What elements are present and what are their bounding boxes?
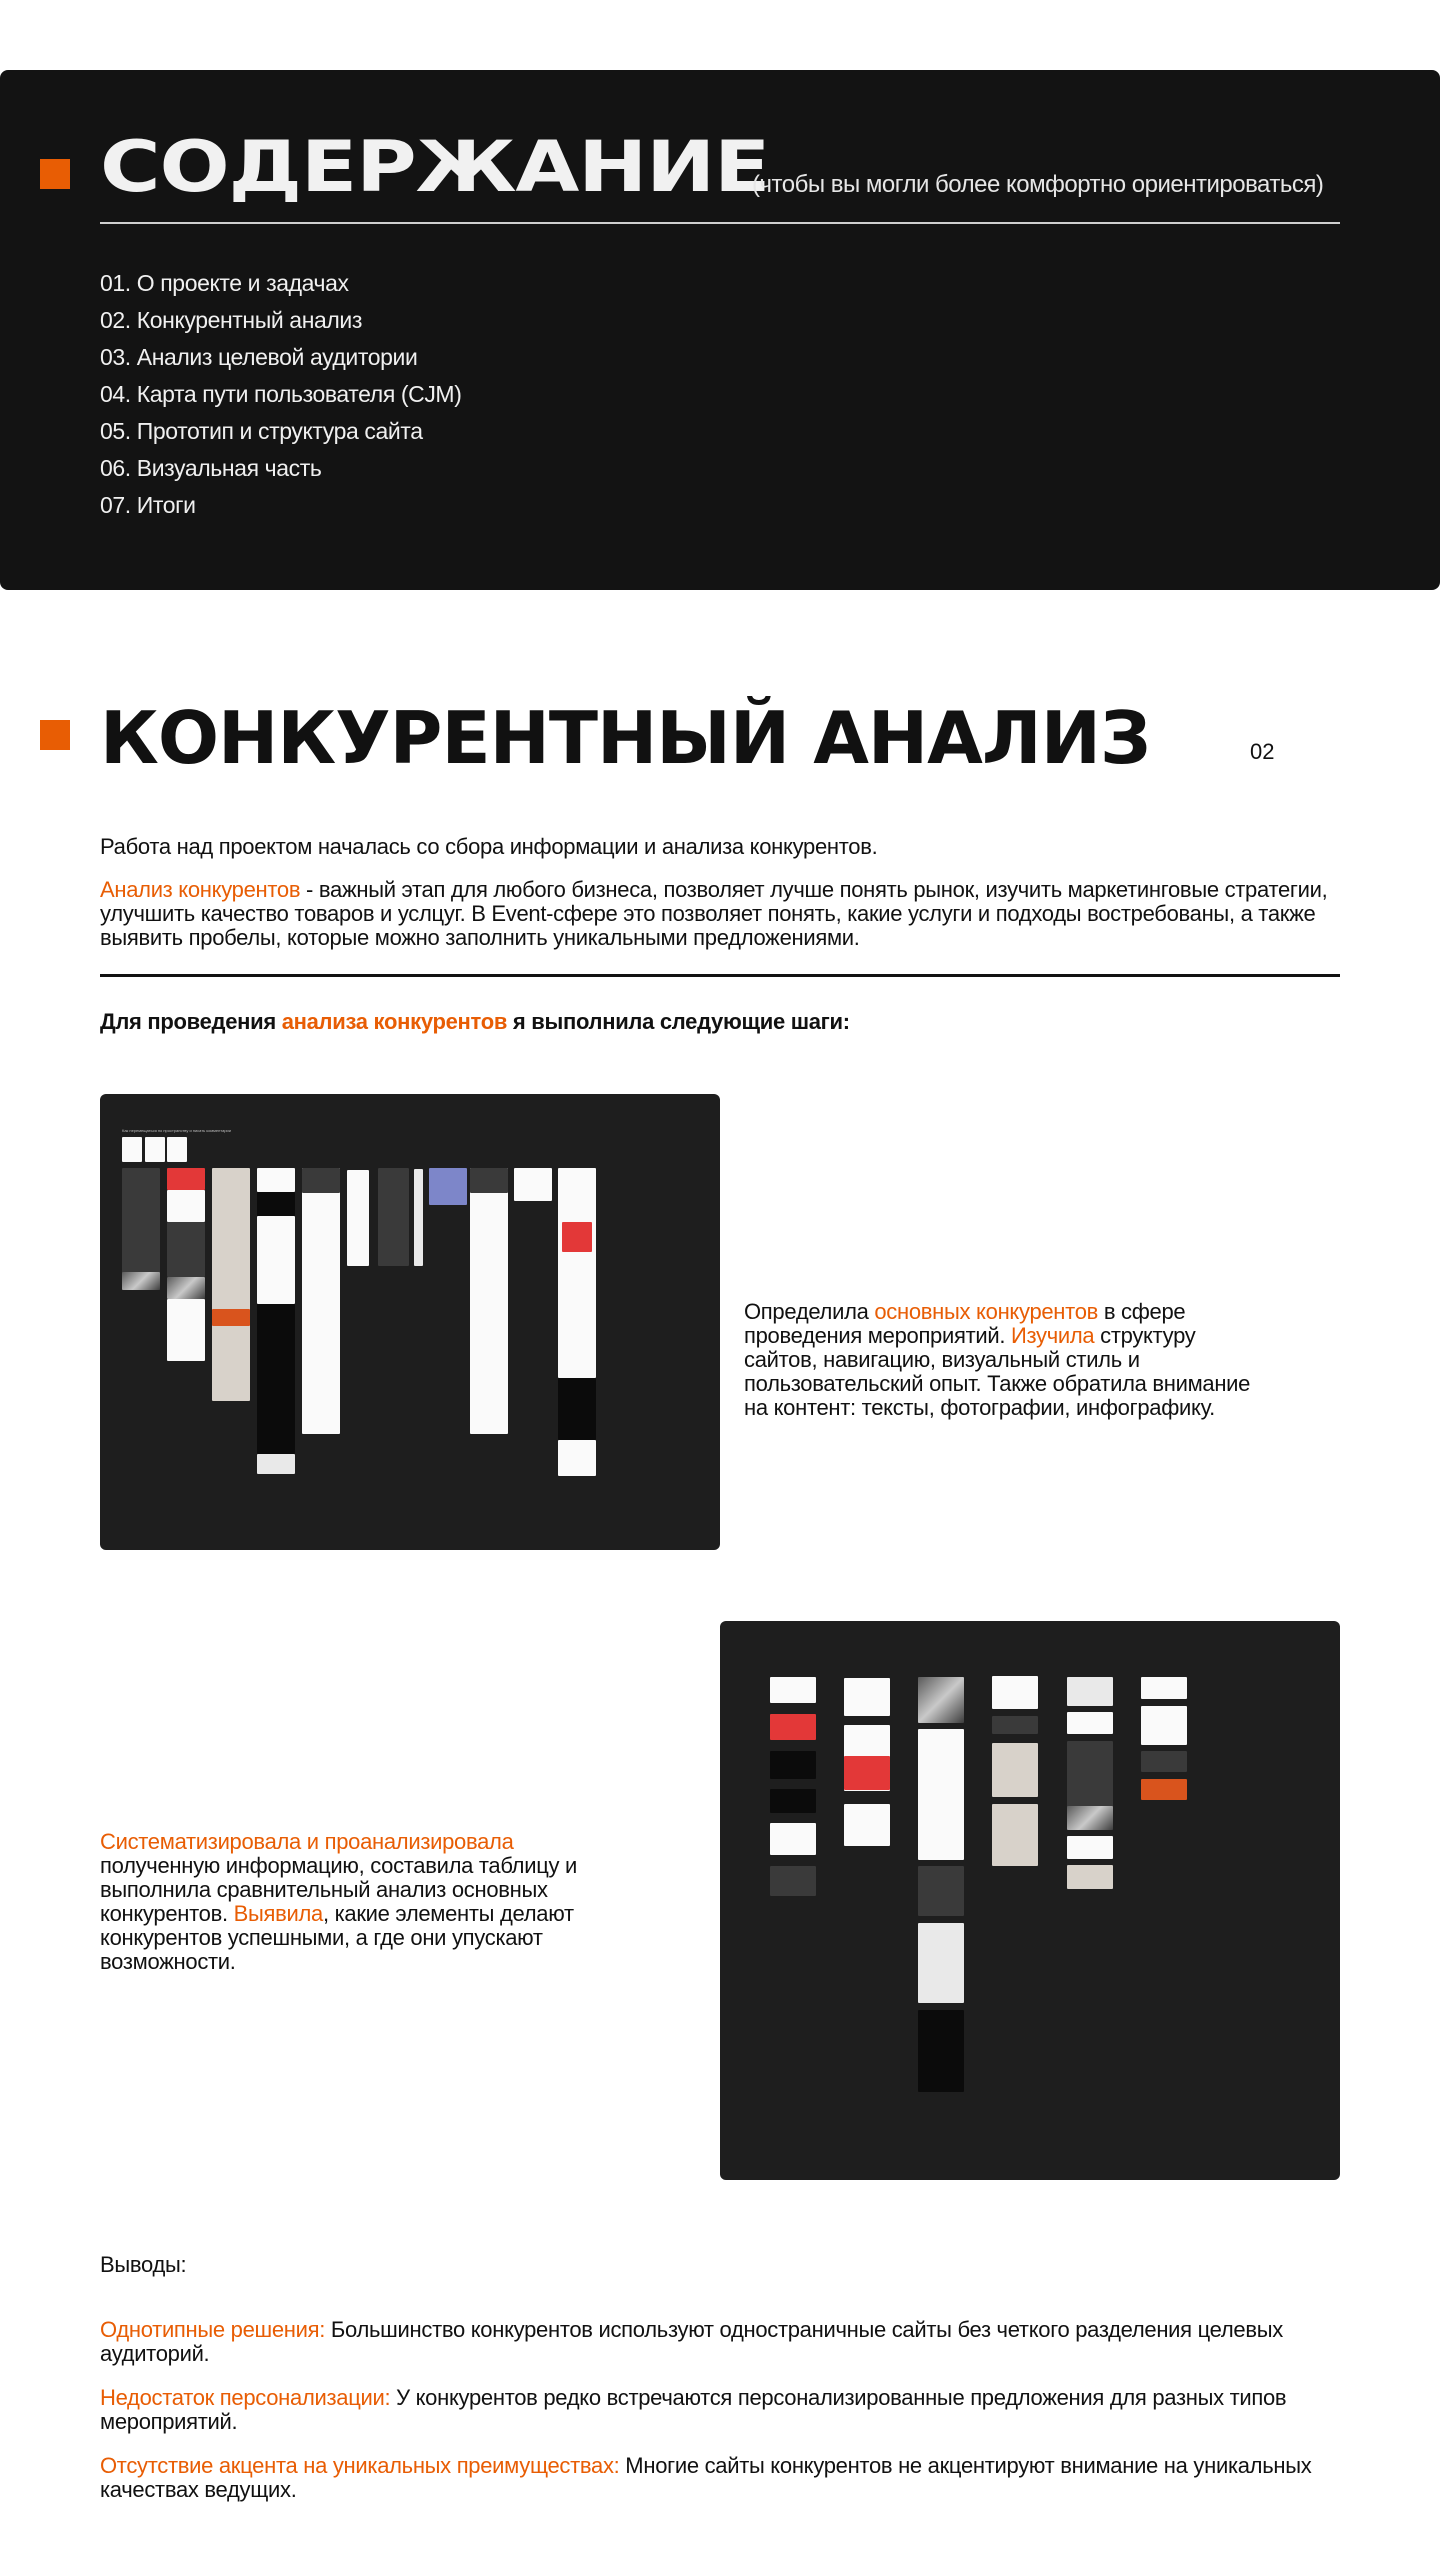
toc-item[interactable]: 05. Прототип и структура сайта: [100, 418, 423, 444]
board-frame: [992, 1743, 1038, 1797]
toc-title: СОДЕРЖАНИЕ: [100, 126, 770, 208]
board-frame: [1067, 1806, 1113, 1830]
board-frame: [122, 1137, 142, 1162]
board-frame: [167, 1299, 205, 1361]
board-frame: [302, 1168, 340, 1193]
step2-text: [100, 1830, 600, 1974]
board-frame: [1067, 1836, 1113, 1859]
board-frame: [167, 1222, 205, 1277]
board-frame: [770, 1714, 816, 1740]
board-frame: [558, 1378, 596, 1440]
conclusion-label: Однотипные решения:: [100, 2317, 326, 2342]
board-frame: [167, 1190, 205, 1222]
board-frame: [770, 1789, 816, 1813]
board-frame: [257, 1454, 295, 1474]
board-frame: [167, 1168, 205, 1190]
board-frame: [558, 1168, 596, 1378]
conclusion-item: [100, 2386, 1360, 2434]
conclusion-item: [100, 2318, 1360, 2366]
board-frame: [122, 1272, 160, 1290]
step1-text-part: в сфере проведения мероприятий.: [744, 1299, 1186, 1348]
toc-subtitle: (чтобы вы могли более комфортно ориентироваться): [752, 171, 1324, 198]
analysis-text: - важный этап для любого бизнеса, позволяет лучше понять рынок, изучить маркетинговые стратегии, улучшить качество товаров и услцуг. В Event-сфере это позволяет понять, какие услуги и подходы востребованы, а также выявить пробелы, которые можно заполнить уникальными предложениями.: [100, 877, 1328, 950]
step2-accent: Систематизировала и проанализировала: [100, 1829, 514, 1854]
toc-divider: [100, 222, 1340, 224]
board-frame: [844, 1678, 890, 1716]
step2-text-part: полученную информацию, составила таблицу и выполнила сравнительный анализ основных конкурентов.: [100, 1853, 578, 1926]
analysis-accent: Анализ конкурентов: [100, 877, 301, 902]
toc-item[interactable]: 01. О проекте и задачах: [100, 270, 349, 296]
step2-accent: Выявила: [233, 1901, 323, 1926]
intro-paragraph: Работа над проектом началась со сбора информации и анализа конкурентов.: [100, 834, 878, 859]
board-frame: [558, 1440, 596, 1476]
step1-text: [744, 1300, 1264, 1420]
conclusion-item: [100, 2454, 1360, 2502]
board-frame: [429, 1168, 467, 1205]
board-frame: [1067, 1677, 1113, 1706]
board-frame: [992, 1676, 1038, 1709]
board-frame: [302, 1168, 340, 1434]
step1-text-part: Определила: [744, 1299, 875, 1324]
conclusion-label: Недостаток персонализации:: [100, 2385, 391, 2410]
conclusion-text: У конкурентов редко встречаются персонализированные предложения для разных типов мероприятий.: [100, 2385, 1287, 2434]
board-frame: [918, 1677, 964, 1723]
steps-lead: [100, 1010, 850, 1034]
section-number: 02: [1250, 739, 1275, 764]
board-frame: [1141, 1751, 1187, 1772]
board-frame: [212, 1309, 250, 1326]
board-frame: [378, 1168, 409, 1266]
board-frame: [844, 1804, 890, 1846]
board-frame: [992, 1804, 1038, 1866]
board-frame: [562, 1222, 592, 1252]
step1-accent: Изучила: [1010, 1323, 1095, 1348]
section-title: КОНКУРЕНТНЫЙ АНАЛИЗ: [100, 696, 1151, 780]
step1-text-part: структуру сайтов, навигацию, визуальный стиль и пользовательский опыт. Также обратила внимание на контент: тексты, фотографии, инфографику.: [744, 1323, 1251, 1420]
section-heading: [100, 696, 1151, 780]
board-frame: [918, 1729, 964, 1860]
board-frame: [770, 1751, 816, 1779]
board-frame: [992, 1716, 1038, 1734]
board-frame: [1141, 1706, 1187, 1745]
board-frame: [212, 1168, 250, 1401]
board-frame: [1141, 1779, 1187, 1800]
board-frame: [514, 1168, 552, 1201]
board-frame: [347, 1170, 369, 1266]
toc-item[interactable]: 04. Карта пути пользователя (CJM): [100, 381, 462, 407]
step1-accent: основных конкурентов: [874, 1299, 1099, 1324]
orange-square-marker: [40, 720, 70, 750]
board-frame: [167, 1277, 205, 1299]
board-frame: [470, 1168, 508, 1193]
board-frame: [1141, 1677, 1187, 1699]
conclusion-text: Большинство конкурентов используют одностраничные сайты без четкого разделения целевых аудиторий.: [100, 2317, 1283, 2366]
conclusion-label: Отсутствие акцента на уникальных преимуществах:: [100, 2453, 620, 2478]
steps-lead-accent: анализа конкурентов: [281, 1009, 508, 1034]
toc-list: [100, 265, 461, 524]
board-frame: [770, 1677, 816, 1703]
steps-lead-text: я выполнила следующие шаги:: [507, 1009, 850, 1034]
board-frame: [1067, 1712, 1113, 1734]
board-frame: [145, 1137, 165, 1162]
board-frame: [918, 2010, 964, 2092]
toc-item[interactable]: 07. Итоги: [100, 492, 196, 518]
board-frame: [470, 1168, 508, 1434]
board-frame: [770, 1823, 816, 1855]
board-frame: [844, 1756, 890, 1790]
board-caption: Как перемещаться по пространству и писать комментарии: [122, 1128, 232, 1133]
board-frame: [918, 1923, 964, 2003]
competitor-board-screenshot-2: [720, 1621, 1340, 2180]
analysis-paragraph: [100, 878, 1360, 950]
board-frame: [770, 1866, 816, 1896]
competitor-board-screenshot-1: [100, 1094, 720, 1550]
board-frame: [1067, 1865, 1113, 1889]
toc-heading: [100, 126, 770, 208]
board-frame: [257, 1168, 295, 1192]
board-frame: [414, 1169, 423, 1266]
step2-text-part: , какие элементы делают конкурентов успешными, а где они упускают возможности.: [100, 1901, 574, 1974]
toc-item[interactable]: 06. Визуальная часть: [100, 455, 322, 481]
toc-item[interactable]: 03. Анализ целевой аудитории: [100, 344, 418, 370]
board-frame: [918, 1866, 964, 1916]
steps-lead-text: Для проведения: [100, 1009, 282, 1034]
board-frame: [167, 1137, 187, 1162]
board-frame: [257, 1216, 295, 1304]
conclusions-title: Выводы:: [100, 2252, 187, 2277]
orange-square-marker: [40, 159, 70, 189]
conclusion-text: Многие сайты конкурентов не акцентируют внимание на уникальных качествах ведущих.: [100, 2453, 1312, 2502]
toc-item[interactable]: 02. Конкурентный анализ: [100, 307, 363, 333]
section-divider: [100, 974, 1340, 977]
